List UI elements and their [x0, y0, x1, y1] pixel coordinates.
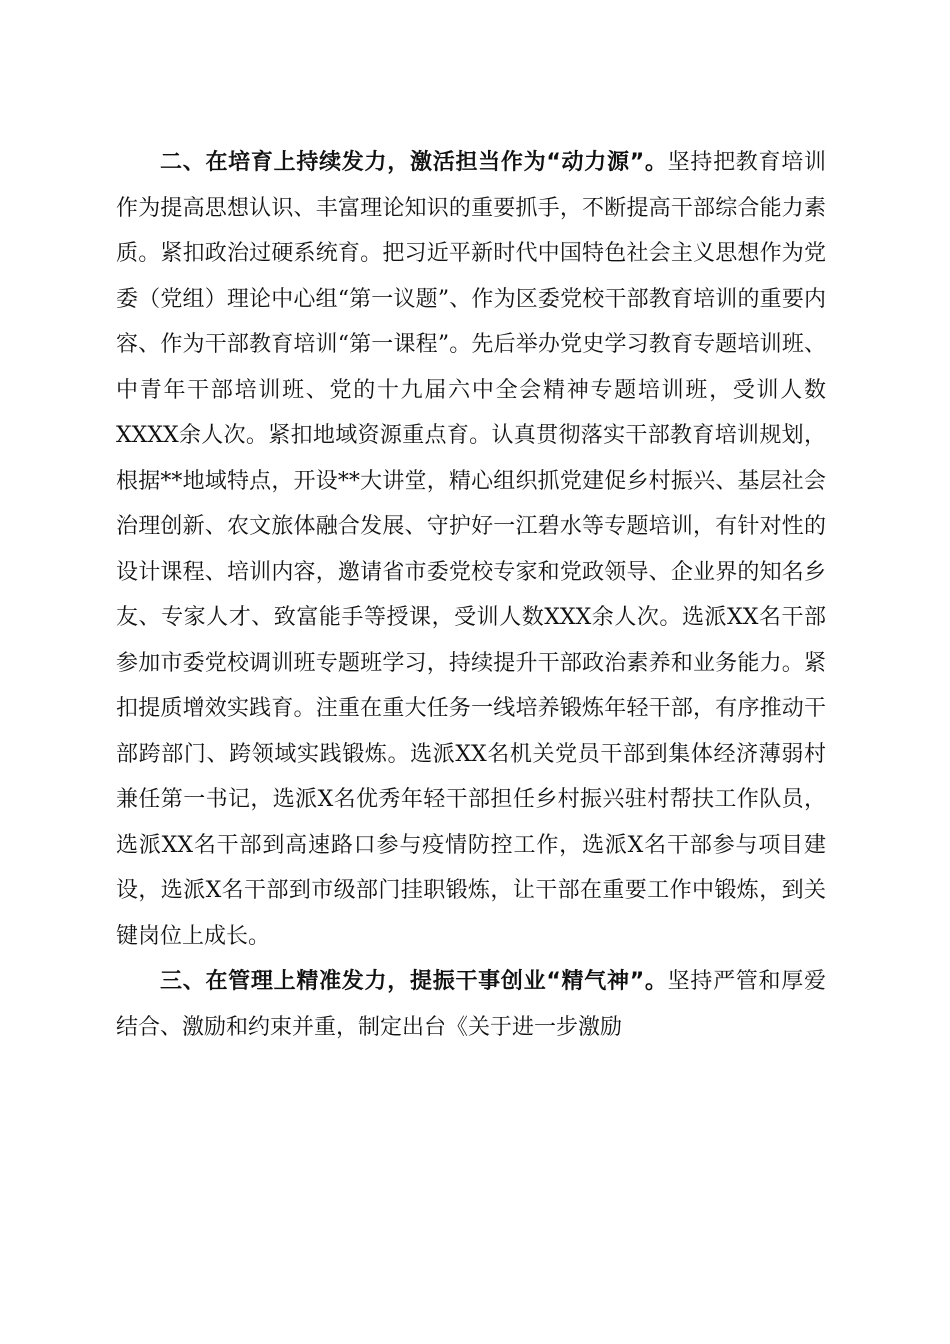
section-three-body: 坚持严管和厚爱结合、激励和约束并重，制定出台《关于进一步激励 [116, 969, 826, 1040]
paragraph-section-three [116, 959, 826, 1050]
paragraph-section-two [116, 140, 826, 959]
section-three-heading: 三、在管理上精准发力，提振干事创业“精气神”。 [160, 969, 668, 994]
section-two-heading: 二、在培育上持续发力，激活担当作为“动力源”。 [160, 150, 668, 175]
section-two-body: 坚持把教育培训作为提高思想认识、丰富理论知识的重要抓手，不断提高干部综合能力素质。紧扣政治过硬系统育。把习近平新时代中国特色社会主义思想作为党委（党组）理论中心组“第一议题”、作为区委党校干部教育培训的重要内容、作为干部教育培训“第一课程”。先后举办党史学习教育专题培训班、中青年干部培训班、党的十九届六中全会精神专题培训班，受训人数XXXX余人次。紧扣地域资源重点育。认真贯彻落实干部教育培训规划，根据**地域特点，开设**大讲堂，精心组织抓党建促乡村振兴、基层社会治理创新、农文旅体融合发展、守护好一江碧水等专题培训，有针对性的设计课程、培训内容，邀请省市委党校专家和党政领导、企业界的知名乡友、专家人才、致富能手等授课，受训人数XXX余人次。选派XX名干部参加市委党校调训班专题班学习，持续提升干部政治素养和业务能力。紧扣提质增效实践育。注重在重大任务一线培养锻炼年轻干部，有序推动干部跨部门、跨领域实践锻炼。选派XX名机关党员干部到集体经济薄弱村兼任第一书记，选派X名优秀年轻干部担任乡村振兴驻村帮扶工作队员，选派XX名干部到高速路口参与疫情防控工作，选派X名干部参与项目建设，选派X名干部到市级部门挂职锻炼，让干部在重要工作中锻炼，到关键岗位上成长。 [116, 150, 826, 949]
document-body [116, 140, 826, 1050]
